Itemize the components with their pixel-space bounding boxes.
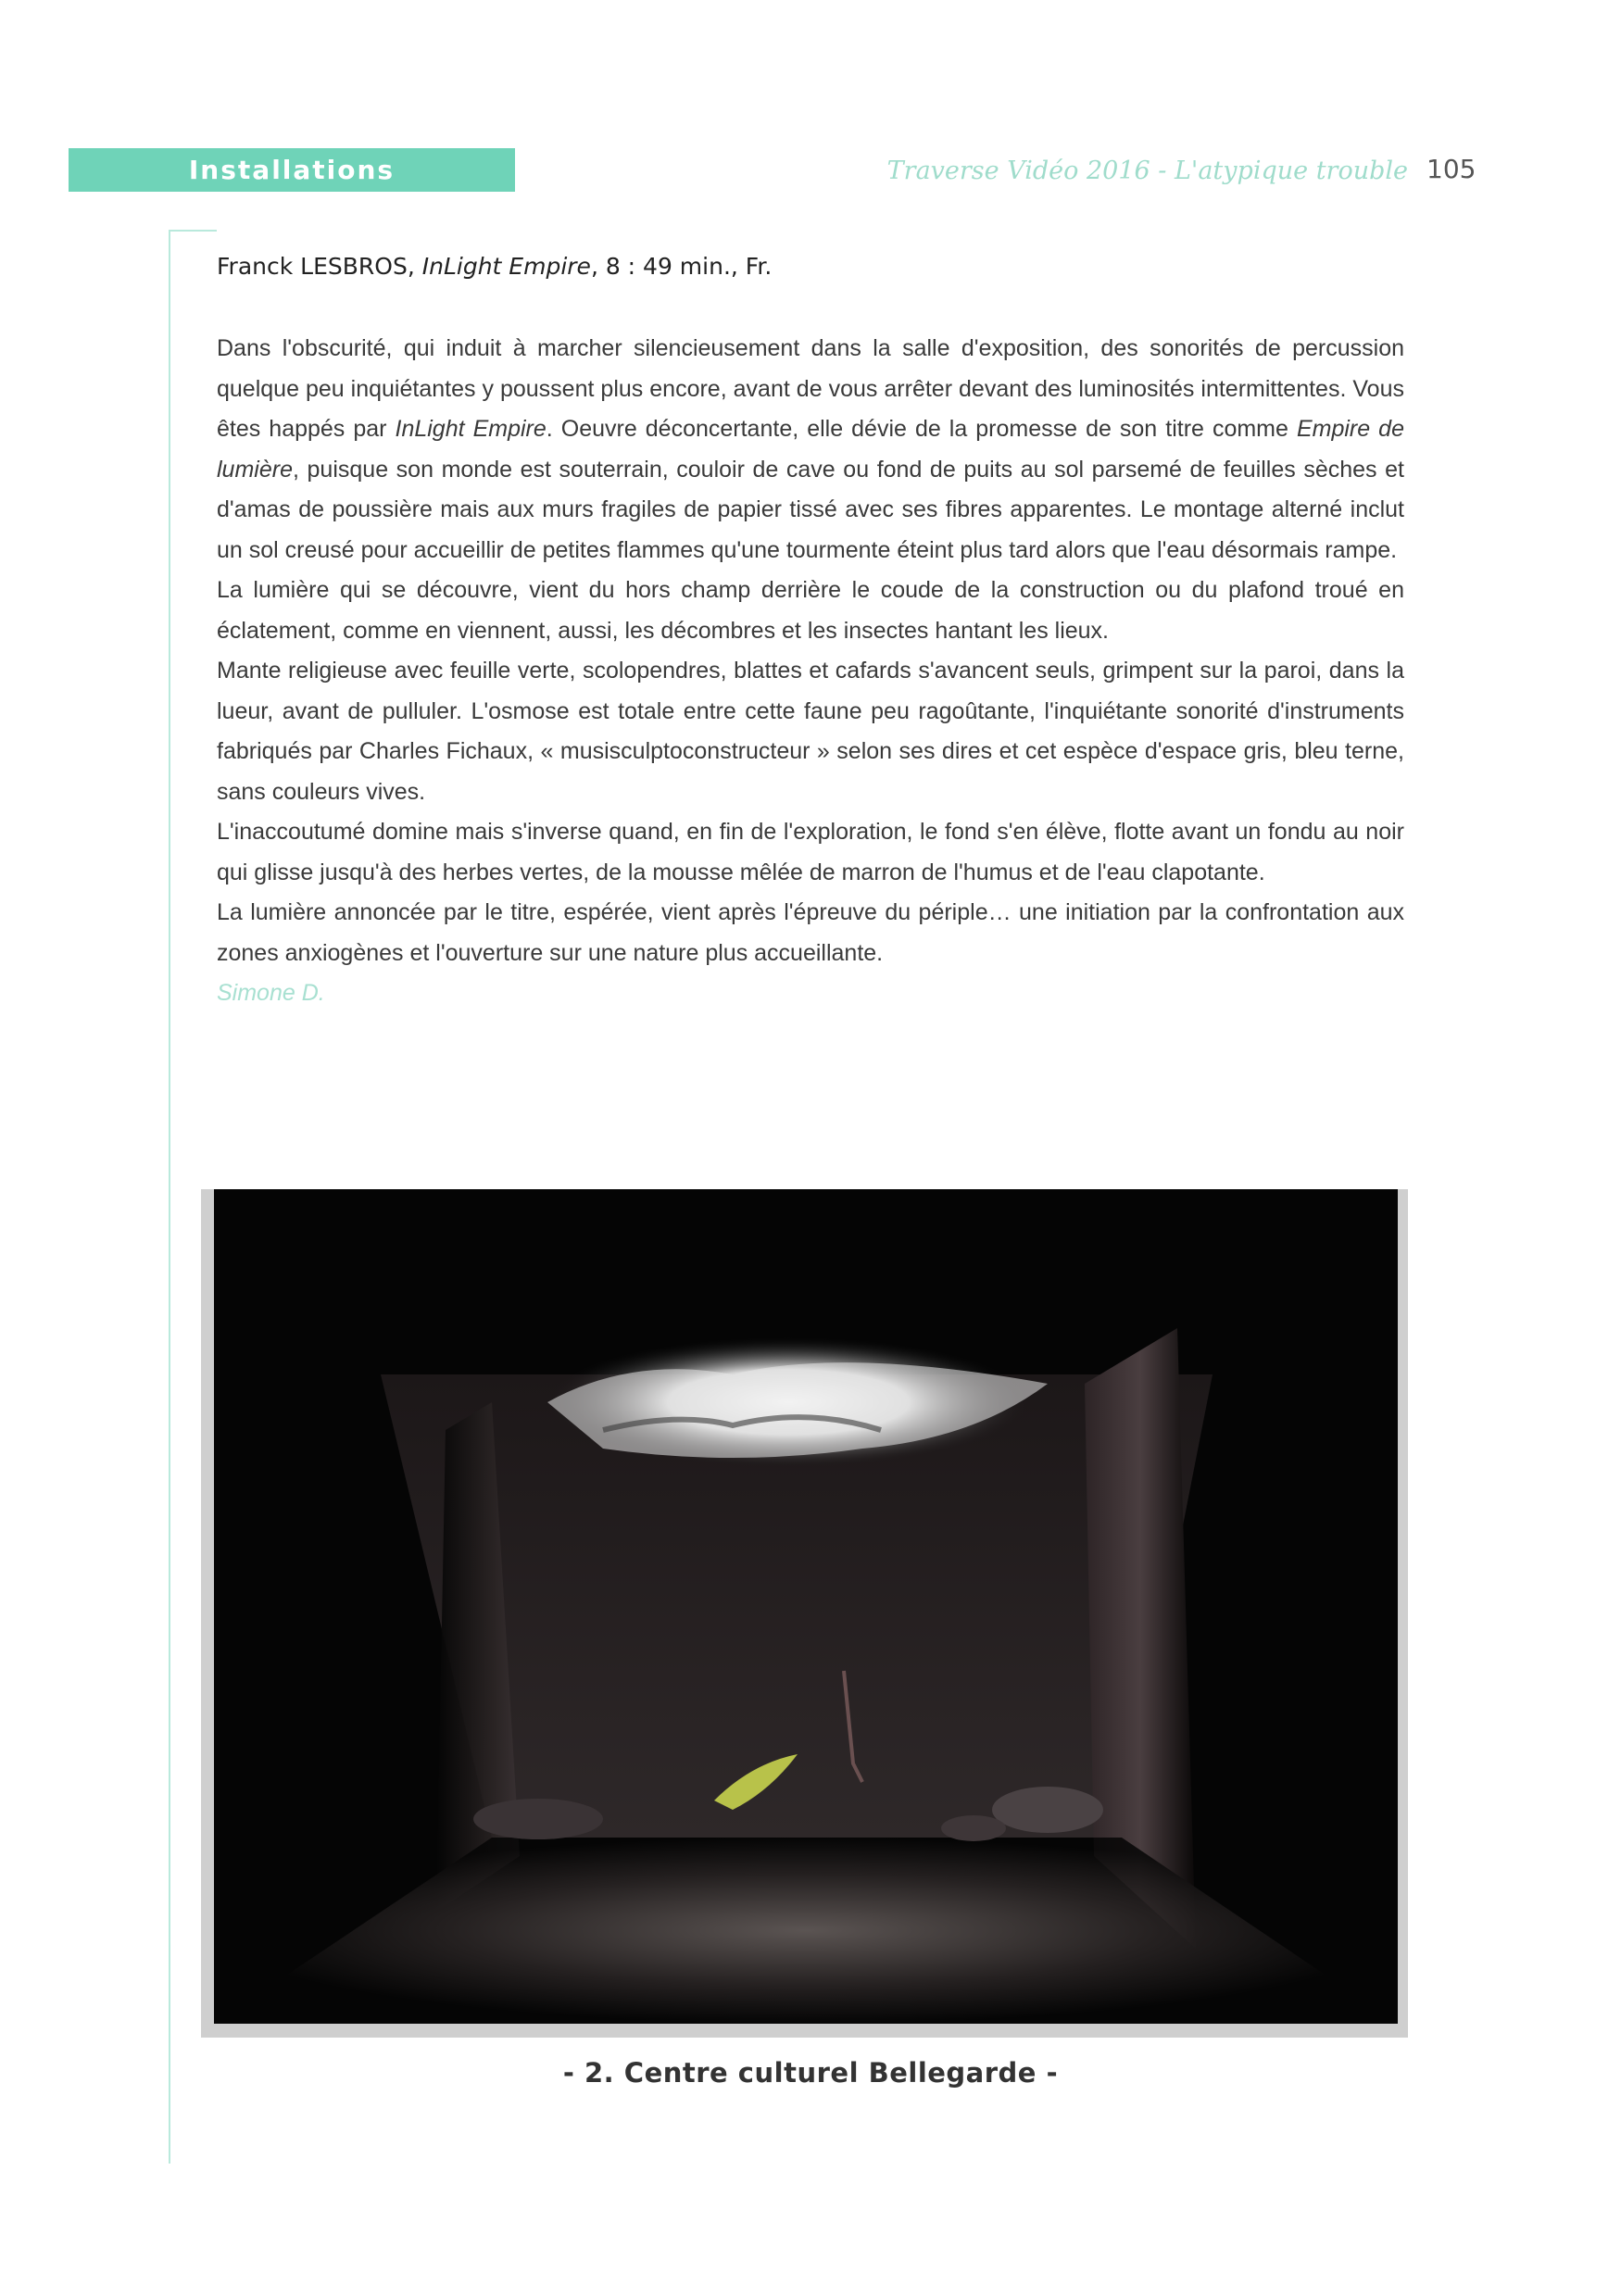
running-title: Traverse Vidéo 2016 - L'atypique trouble	[886, 157, 1408, 185]
author-signature: Simone D.	[217, 980, 325, 1006]
figure-caption: - 2. Centre culturel Bellegarde -	[562, 2057, 1059, 2089]
margin-rule	[169, 230, 170, 2164]
section-tab	[69, 148, 515, 192]
paragraph-3: Mante religieuse avec feuille verte, scolopendres, blattes et cafards s'avancent seuls, grimpent sur la paroi, dans la lueur, avant de pulluler. L'osmose est totale entre cette faune peu ragoûtante, l'inquiétante sonorité d'instruments fabriqués par Charles Fichaux, « musisculptoconstructeur » selon ses dires et cet espèce d'espace gris, bleu terne, sans couleurs vives.	[217, 658, 1404, 805]
paragraph-2: La lumière qui se découvre, vient du hors champ derrière le coude de la construction ou du plafond troué en éclatement, comme en viennent, aussi, les décombres et les insectes hantant les lieux.	[217, 577, 1404, 644]
artist-name: Franck LESBROS,	[217, 253, 415, 280]
paragraph-1-phrase: Empire de lumière	[217, 416, 1404, 483]
cave-scene-illustration	[214, 1189, 1398, 2024]
paragraph-1-text-a: Dans l'obscurité, qui induit à marcher silencieusement dans la salle d'exposition, des sonorités de percussion quelque peu inquiétantes y poussent plus encore, avant de vous arrêter devant des luminosités intermittentes. Vous êtes happés par	[217, 335, 1404, 442]
page-number: 105	[1426, 154, 1476, 184]
section-label: Installations	[188, 155, 396, 185]
work-credit	[217, 253, 772, 280]
installation-photo	[214, 1189, 1398, 2024]
article-body	[217, 329, 1404, 1014]
work-title: InLight Empire	[421, 253, 591, 280]
paragraph-1-text-c: , puisque son monde est souterrain, couloir de cave ou fond de puits au sol parsemé de feuilles sèches et d'amas de poussière mais aux murs fragiles de papier tissé avec ses fibres apparentes. Le montage alterné inclut un sol creusé pour accueillir de petites flammes qu'une tourmente éteint plus tard alors que l'eau désormais rampe.	[217, 456, 1404, 563]
paragraph-5: La lumière annoncée par le titre, espérée, vient après l'épreuve du périple… une initiation par la confrontation aux zones anxiogènes et l'ouverture sur une nature plus accueillante.	[217, 899, 1404, 966]
photo-frame	[201, 1189, 1408, 2038]
paragraph-4: L'inaccoutumé domine mais s'inverse quand, en fin de l'exploration, le fond s'en élève, flotte avant un fondu au noir qui glisse jusqu'à des herbes vertes, de la mousse mêlée de marron de l'humus et de l'eau clapotante.	[217, 819, 1404, 885]
paragraph-1-work-title: InLight Empire	[395, 416, 547, 442]
paragraph-1-text-b: . Oeuvre déconcertante, elle dévie de la promesse de son titre comme	[546, 416, 1297, 442]
paragraph-1	[217, 329, 1404, 571]
work-details: , 8 : 49 min., Fr.	[590, 253, 773, 280]
margin-rule-tick	[169, 230, 217, 232]
